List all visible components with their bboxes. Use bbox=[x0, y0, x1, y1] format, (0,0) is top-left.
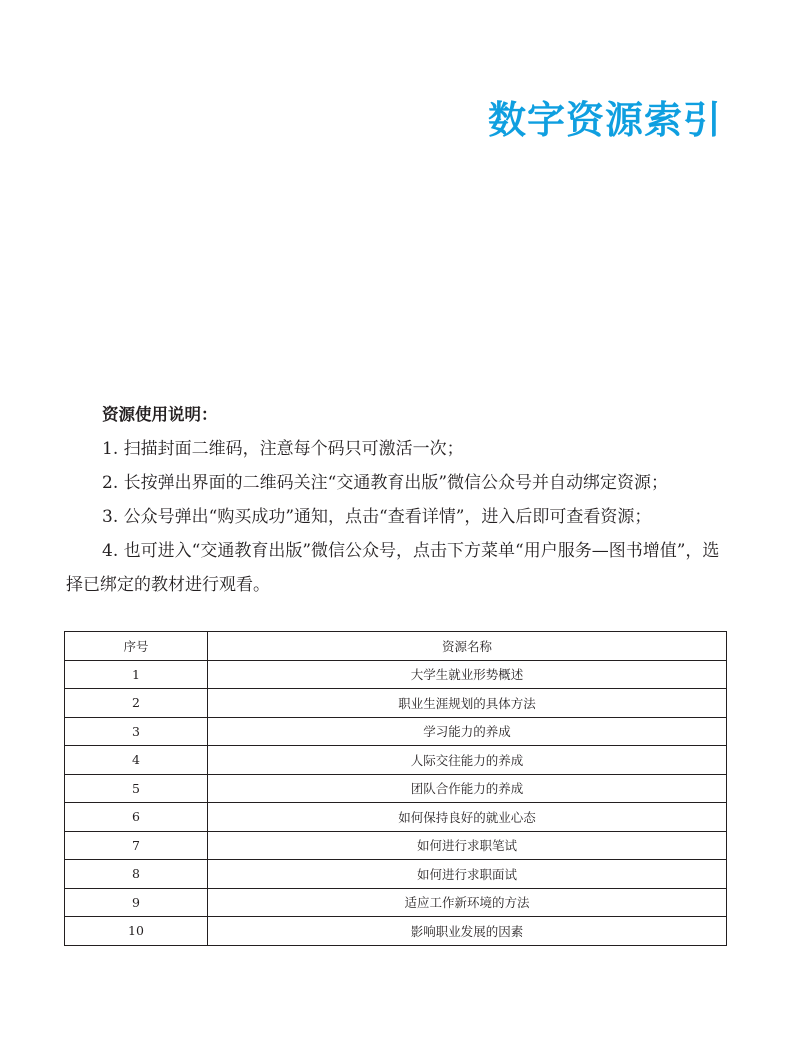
column-header-number: 序号 bbox=[65, 632, 208, 661]
resource-name: 团队合作能力的养成 bbox=[208, 774, 727, 803]
table-row bbox=[65, 917, 727, 946]
table-row bbox=[65, 888, 727, 917]
resource-name: 职业生涯规划的具体方法 bbox=[208, 689, 727, 718]
row-number: 4 bbox=[65, 746, 208, 775]
resource-name: 如何进行求职面试 bbox=[208, 860, 727, 889]
resource-name: 如何进行求职笔试 bbox=[208, 831, 727, 860]
resource-name: 学习能力的养成 bbox=[208, 717, 727, 746]
instruction-item-4: 4. 也可进入“交通教育出版”微信公众号，点击下方菜单“用户服务—图书增值”，选择已绑定的教材进行观看。 bbox=[66, 541, 720, 595]
table-row bbox=[65, 860, 727, 889]
table-row bbox=[65, 746, 727, 775]
resource-name: 大学生就业形势概述 bbox=[208, 660, 727, 689]
row-number: 3 bbox=[65, 717, 208, 746]
table-row bbox=[65, 660, 727, 689]
instruction-item-2: 2. 长按弹出界面的二维码关注“交通教育出版”微信公众号并自动绑定资源； bbox=[102, 473, 669, 493]
column-header-resource-name: 资源名称 bbox=[208, 632, 727, 661]
page-title: 数字资源索引 bbox=[487, 98, 722, 142]
instructions-heading: 资源使用说明： bbox=[102, 405, 218, 424]
table-row bbox=[65, 831, 727, 860]
usage-instructions bbox=[66, 398, 728, 602]
row-number: 10 bbox=[65, 917, 208, 946]
row-number: 1 bbox=[65, 660, 208, 689]
resource-index-table bbox=[64, 631, 727, 946]
table-row bbox=[65, 803, 727, 832]
resource-name: 如何保持良好的就业心态 bbox=[208, 803, 727, 832]
resource-name: 影响职业发展的因素 bbox=[208, 917, 727, 946]
row-number: 5 bbox=[65, 774, 208, 803]
instruction-item-1: 1. 扫描封面二维码，注意每个码只可激活一次； bbox=[102, 439, 464, 459]
row-number: 6 bbox=[65, 803, 208, 832]
resource-name: 人际交往能力的养成 bbox=[208, 746, 727, 775]
row-number: 9 bbox=[65, 888, 208, 917]
table-row bbox=[65, 689, 727, 718]
resource-name: 适应工作新环境的方法 bbox=[208, 888, 727, 917]
instruction-item-3: 3. 公众号弹出“购买成功”通知，点击“查看详情”，进入后即可查看资源； bbox=[102, 507, 652, 527]
table-header-row bbox=[65, 632, 727, 661]
row-number: 7 bbox=[65, 831, 208, 860]
table-row bbox=[65, 774, 727, 803]
row-number: 8 bbox=[65, 860, 208, 889]
row-number: 2 bbox=[65, 689, 208, 718]
table-row bbox=[65, 717, 727, 746]
